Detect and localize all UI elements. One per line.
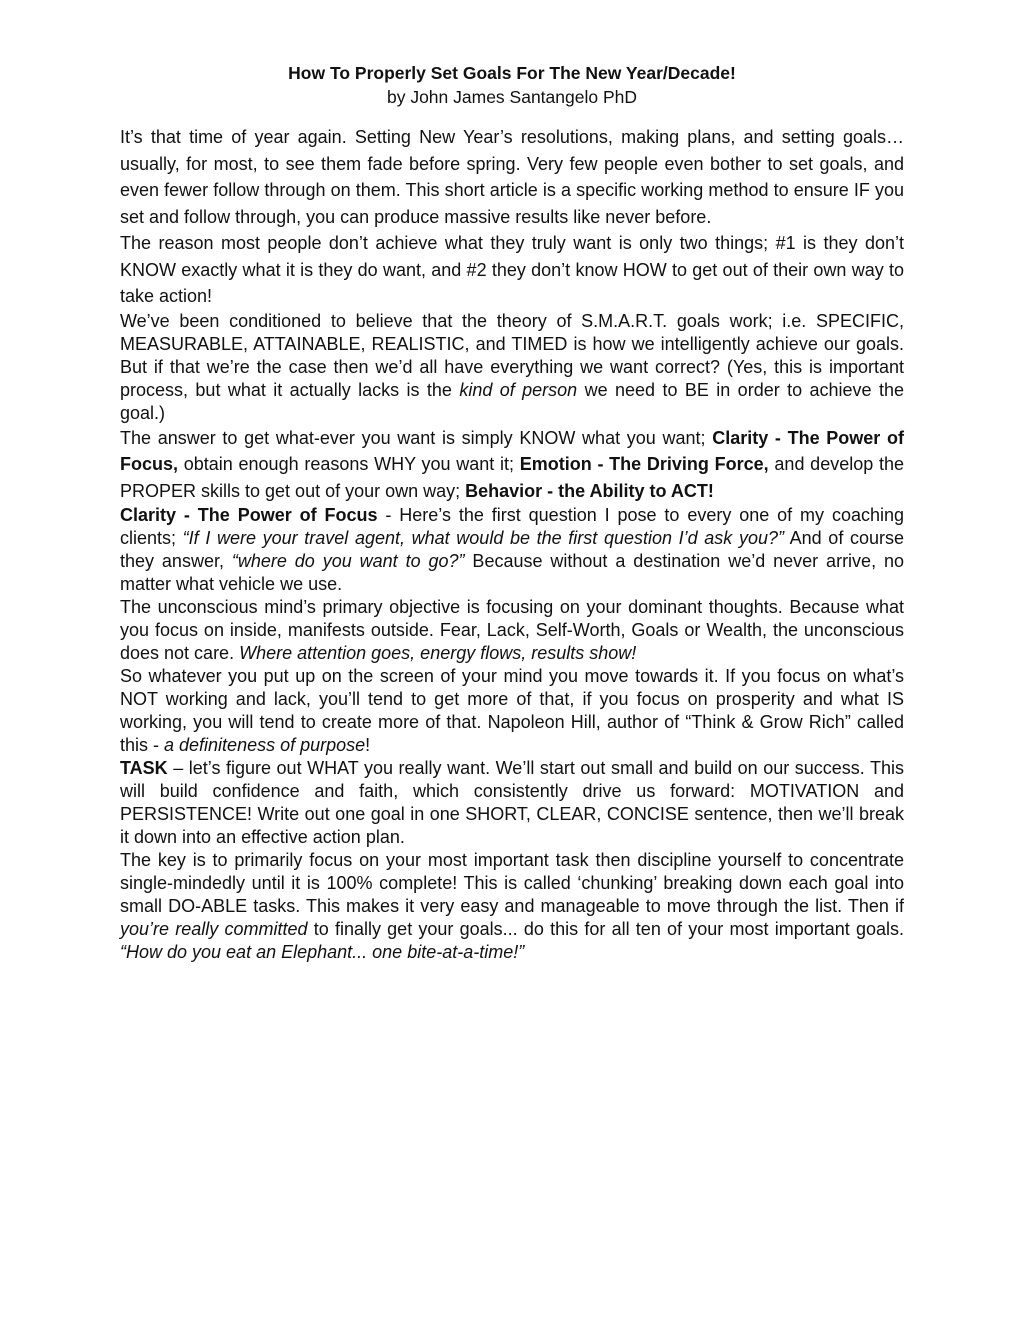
paragraph-text: obtain enough reasons WHY you want it; <box>178 454 520 474</box>
emphasis-text: you’re really committed <box>120 919 308 939</box>
bold-phrase-emotion: Emotion - The Driving Force, <box>519 454 769 474</box>
document-byline: by John James Santangelo PhD <box>386 87 638 107</box>
paragraph-text: – let’s figure out WHAT you really want. We’ll start out small and build on our success. This will build confidence and faith, which consistently drive us forward: MOTIVATION and PERSISTENCE! Write out one goal in one SHORT, CLEAR, CONCISE sentence, then we’ll break it down into an effective action plan. <box>120 758 904 847</box>
paragraph-chunking <box>120 849 904 964</box>
paragraph-text: we need to BE in order to achieve the goal.) <box>120 379 904 423</box>
emphasis-text: kind of person <box>459 379 578 400</box>
paragraph-text: - Here’s the first question I pose to every one of my coaching clients; <box>120 505 904 548</box>
paragraph-text: We’ve been conditioned to believe that the theory of S.M.A.R.T. goals work; i.e. SPECIFIC, MEASURABLE, ATTAINABLE, REALISTIC, and TIMED is how we intelligently achieve our goals. But if that we’re the case then we’d all have everything we want correct? (Yes, this is important process, but what it actually lacks is the <box>120 310 904 400</box>
paragraph-smart-goals <box>120 310 904 425</box>
paragraph-text: The key is to primarily focus on your most important task then discipline yourself to concentrate single-mindedly until it is 100% complete! This is called ‘chunking’ breaking down each goal into small DO-ABLE tasks. This makes it very easy and manageable to move through the list. Then if <box>120 850 904 916</box>
quote-text: “How do you eat an Elephant... one bite-at-a-time!” <box>120 942 525 962</box>
emphasis-text: Where attention goes, energy flows, results show! <box>239 643 637 663</box>
paragraph-text: So whatever you put up on the screen of your mind you move towards it. If you focus on what’s NOT working and lack, you’ll tend to get more of that, if you focus on prosperity and what IS working, you will tend to create more of that. Napoleon Hill, author of “Think & Grow Rich” called this - <box>120 666 904 755</box>
paragraph-text: Because without a destination we’d never arrive, no matter what vehicle we use. <box>120 551 904 594</box>
quote-text: “where do you want to go?” <box>231 551 465 571</box>
paragraph-clarity <box>120 504 904 596</box>
paragraph-text: to finally get your goals... do this for all ten of your most important goals. <box>307 919 904 939</box>
document-page <box>120 62 904 964</box>
paragraph-answer <box>120 425 904 505</box>
paragraph-focus <box>120 665 904 757</box>
emphasis-text: a definiteness of purpose <box>164 735 366 755</box>
section-heading-clarity: Clarity - The Power of Focus <box>120 505 378 525</box>
paragraph-unconscious <box>120 596 904 665</box>
paragraph-text: The answer to get what-ever you want is simply KNOW what you want; <box>120 427 713 448</box>
paragraph-reason <box>120 230 904 310</box>
bold-phrase-behavior: Behavior - the Ability to ACT! <box>465 480 714 501</box>
paragraph-text: And of course they answer, <box>120 528 904 571</box>
paragraph-intro <box>120 124 904 230</box>
paragraph-text: The unconscious mind’s primary objective is focusing on your dominant thoughts. Because what you focus on inside, manifests outside. Fear, Lack, Self-Worth, Goals or Wealth, the unconscious does not care. <box>120 597 904 663</box>
paragraph-text: and develop the PROPER skills to get out of your own way; <box>120 454 904 501</box>
document-title: How To Properly Set Goals For The New Year/Decade! <box>288 63 736 83</box>
paragraph-text: It’s that time of year again. Setting New Year’s resolutions, making plans, and setting goals… usually, for most, to see them fade before spring. Very few people even bother to set goals, and even fewer follow through on them. This short article is a specific working method to ensure IF you set and follow through, you can produce massive results like never before. <box>120 127 904 227</box>
bold-phrase-clarity: Clarity - The Power of Focus, <box>120 427 904 474</box>
paragraph-task <box>120 757 904 849</box>
paragraph-text: The reason most people don’t achieve what they truly want is only two things; #1 is they don’t KNOW exactly what it is they do want, and #2 they don’t know HOW to get out of their own way to take action! <box>120 233 904 306</box>
quote-text: “If I were your travel agent, what would be the first question I’d ask you?” <box>182 528 784 548</box>
paragraph-text: ! <box>365 735 371 755</box>
section-heading-task: TASK <box>120 758 168 778</box>
